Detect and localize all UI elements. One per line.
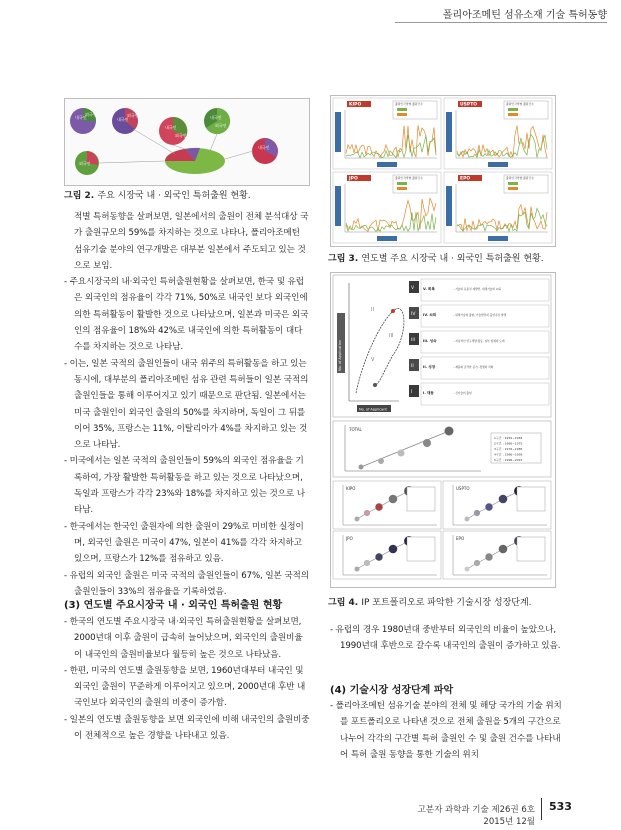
- svg-text:출원인국적별 출원건수: 출원인국적별 출원건수: [395, 176, 423, 180]
- right-bullet-europe: - 유럽의 경우 1980년대 중반부터 외국인의 비율이 높았으나, 1990년대 후반으로 갈수록 내국인의 출원이 증가하고 있음.: [330, 625, 561, 652]
- figure4-charts: [331, 273, 555, 587]
- svg-text:내국인: 내국인: [210, 115, 222, 120]
- pie-epo: [204, 108, 230, 134]
- section4-title: (4) 기술시장 성장단계 파악: [330, 685, 454, 696]
- stage-row: [409, 357, 549, 379]
- left-paragraph: - 미국에서는 일본 국적의 출원인들이 59%의 외국인 점유율을 기록하여, 가장 활발한 특허활동을 하고 있는 것으로 나타났으며, 독일과 프랑스가 각각 23%와 18%를 차지하고 있는 것으로 나타남.: [64, 456, 305, 516]
- figure3-image: [330, 95, 556, 247]
- svg-text:– 신기술의 출현: – 신기술의 출현: [453, 391, 472, 395]
- svg-text:외국인: 외국인: [215, 123, 227, 128]
- pie-total: [165, 148, 225, 174]
- section3-bullet: - 한국의 연도별 주요시장국 내·외국인 특허출원현황을 살펴보면, 2000년대 이후 출원이 급속히 늘어났으며, 외국인의 출원비율이 내국인의 출원비율보다 월등히 높은 것으로 나타났음.: [64, 617, 303, 660]
- period-label: 2구간 : 1966~1975: [494, 441, 523, 446]
- svg-text:내국인: 내국인: [75, 115, 87, 120]
- total-scatter: [333, 421, 551, 477]
- section3-title: (3) 연도별 주요시장국 내 · 외국인 특허출원 현황: [64, 600, 283, 611]
- svg-text:출원인국적별 출원건수: 출원인국적별 출원건수: [506, 176, 534, 180]
- footer-divider: [541, 798, 542, 820]
- stage-row: [409, 383, 549, 405]
- svg-text:JPO: JPO: [346, 536, 353, 541]
- section3-body: [64, 614, 310, 744]
- svg-text:외국인: 외국인: [127, 113, 139, 118]
- svg-text:V. 회복: V. 회복: [423, 287, 435, 291]
- svg-text:II. 성장: II. 성장: [423, 365, 436, 369]
- figure2-image: [64, 98, 310, 186]
- svg-text:EPO: EPO: [456, 536, 465, 541]
- svg-text:외국인: 외국인: [85, 112, 97, 117]
- svg-text:– 지속적인 연구개발 활동, 일부 업체의 도태: – 지속적인 연구개발 활동, 일부 업체의 도태: [453, 339, 505, 343]
- pie-jpo: [159, 117, 187, 145]
- left-paragraph: - 이는, 일본 국적의 출원인들이 내국 위주의 특허활동을 하고 있는 동시에, 대부분의 폴리아조메틴 섬유 관련 특허들이 일본 국적의 출원인들을 통해 이루어지고 있기 때문으로 판단됨. 일본에서는 미국 출원인이 외국인 출원의 50%를 차지하며, 독일이 그 뒤를 이어 35%, 프랑스는 11%, 이탈리아가 4%를 차지하고 있는 것으로 나타남.: [64, 358, 309, 451]
- figure2-pies: [65, 99, 309, 185]
- left-paragraph: - 한국에서는 한국인 출원자에 의한 출원이 29%로 미비한 실정이며, 외국인 출원은 미국이 47%, 일본이 41%를 각각 차지하고 있으며, 프랑스가 12%를 점유하고 있음.: [64, 521, 304, 565]
- svg-text:내국인: 내국인: [258, 145, 270, 150]
- svg-text:– 제품화 급격한 증가, 경쟁의 격화: – 제품화 급격한 증가, 경쟁의 격화: [453, 365, 494, 369]
- svg-text:내국인: 내국인: [165, 125, 177, 130]
- period-label: 3구간 : 1976~1985: [494, 447, 523, 451]
- svg-text:EPO: EPO: [460, 176, 471, 182]
- svg-text:No. of Applicant: No. of Applicant: [359, 407, 387, 412]
- fig4-panel-jpo: [333, 531, 441, 579]
- footer-journal: 고분자 과학과 기술 제26권 6호 2015년 12월: [417, 805, 535, 827]
- fig4-panel-epo: [443, 531, 551, 579]
- header-rule: [395, 22, 607, 23]
- svg-text:USPTO: USPTO: [456, 486, 470, 491]
- page-number: 533: [549, 800, 572, 813]
- fig3-panel-epo: [444, 172, 552, 243]
- svg-text:II: II: [411, 364, 414, 369]
- section3-bullet: - 한편, 미국의 연도별 출원동향을 보면, 1960년대부터 내국인 및 외국인 출원이 꾸준하게 이루어지고 있으며, 2000년대 후반 내국인보다 외국인의 출원의 비중이 증가함.: [64, 665, 306, 709]
- stage-diagram: [333, 275, 551, 417]
- svg-text:V: V: [411, 286, 415, 291]
- svg-text:No. of Application: No. of Application: [338, 340, 342, 371]
- fig4-panel-kipo: [333, 481, 441, 529]
- left-paragraph: 적별 특허동향을 살펴보면, 일본에서의 출원이 전체 분석대상 국가 출원규모의 59%를 차지하는 것으로 나타나, 폴리아조메틴 섬유기술 분야의 연구개발은 대부분 일본에서 주도되고 있는 것으로 보임.: [74, 212, 309, 271]
- figure3-charts: [331, 96, 555, 246]
- svg-text:IV. 쇠퇴: IV. 쇠퇴: [423, 313, 437, 317]
- svg-text:II: II: [371, 307, 374, 313]
- svg-text:III: III: [389, 333, 394, 339]
- svg-text:외국인: 외국인: [79, 161, 91, 166]
- pie-right: [252, 138, 278, 164]
- left-column: [64, 209, 310, 600]
- svg-text:III. 성숙: III. 성숙: [423, 339, 437, 343]
- svg-text:IV: IV: [411, 312, 416, 317]
- svg-text:출원인국적별 출원건수: 출원인국적별 출원건수: [506, 102, 534, 106]
- svg-text:V: V: [371, 357, 375, 363]
- svg-text:– 기술의 유용성 재발견, 대체기술의 쇠퇴: – 기술의 유용성 재발견, 대체기술의 쇠퇴: [453, 287, 502, 291]
- svg-text:– 대체기술의 출현, 기술발전의 불연속성 발생: – 대체기술의 출현, 기술발전의 불연속성 발생: [453, 313, 507, 317]
- period-label: 5구간 : 1996~2015: [494, 458, 523, 462]
- section4-bullet: - 폴리아조메틴 섬유기술 분야의 전체 및 해당 국가의 기술 위치를 포트폴리오로 나타낸 것으로 전체 출원을 5개의 구간으로 나누어 각각의 구간별 특허 출원인 수 및 출원 건수를 나타내어 특허 출원 동향을 통한 기술의 위치: [330, 701, 562, 760]
- fig3-panel-jpo: [333, 172, 441, 243]
- stage-row: [409, 331, 549, 353]
- svg-text:JPO: JPO: [349, 176, 358, 182]
- stage-row: [409, 279, 549, 301]
- fig3-panel-kipo: [333, 98, 441, 169]
- left-paragraph: - 주요시장국의 내·외국인 특허출원현황을 살펴보면, 한국 및 유럽은 외국인의 점유율이 각각 71%, 50%로 내국인 보다 외국인에 의한 특허활동이 활발한 것으로 나타났으며, 일본과 미국은 외국인의 점유율이 18%와 42%로 내국인에 의한 특허활동이 대다수를 차지하는 것으로 나타남.: [64, 277, 309, 353]
- svg-text:외국인: 외국인: [175, 133, 187, 138]
- svg-text:USPTO: USPTO: [460, 102, 478, 108]
- running-header: 폴리아조메틴 섬유소재 기술 특허동향: [442, 10, 607, 21]
- fig4-panel-uspto: [443, 481, 551, 529]
- svg-text:I. 태동: I. 태동: [423, 391, 434, 395]
- svg-text:TOTAL: TOTAL: [349, 427, 362, 432]
- figure4-image: [330, 272, 556, 588]
- svg-text:KIPO: KIPO: [346, 486, 356, 491]
- figure4-caption: 그림 4. IP 포트폴리오로 파악한 기술시장 성장단계.: [328, 598, 532, 608]
- section3-bullet: - 일본의 연도별 출원동향을 보면 외국인에 비해 내국인의 출원비중이 전체적으로 높은 경향을 나타내고 있음.: [64, 714, 310, 742]
- left-paragraph: - 유럽의 외국인 출원은 미국 국적의 출원인들이 67%, 일본 국적의 출원인들이 33%의 점유율을 기록하였음.: [64, 570, 309, 597]
- svg-text:III: III: [411, 338, 415, 343]
- stage-row: [409, 305, 549, 327]
- fig3-panel-uspto: [444, 98, 552, 169]
- svg-text:I: I: [411, 390, 413, 395]
- svg-text:KIPO: KIPO: [349, 102, 362, 108]
- svg-text:출원인국적별 출원건수: 출원인국적별 출원건수: [395, 102, 423, 106]
- mini-panels: [333, 481, 551, 579]
- svg-text:내국인: 내국인: [117, 117, 129, 122]
- period-label: 4구간 : 1986~1995: [494, 452, 523, 457]
- figure3-caption: 그림 3. 연도별 주요 시장국 내 · 외국인 특허출원 현황.: [328, 254, 544, 264]
- figure2-caption: 그림 2. 주요 시장국 내 · 외국인 특허출원 현황.: [64, 191, 251, 201]
- period-label: 1구간 : 1955~1965: [494, 436, 523, 440]
